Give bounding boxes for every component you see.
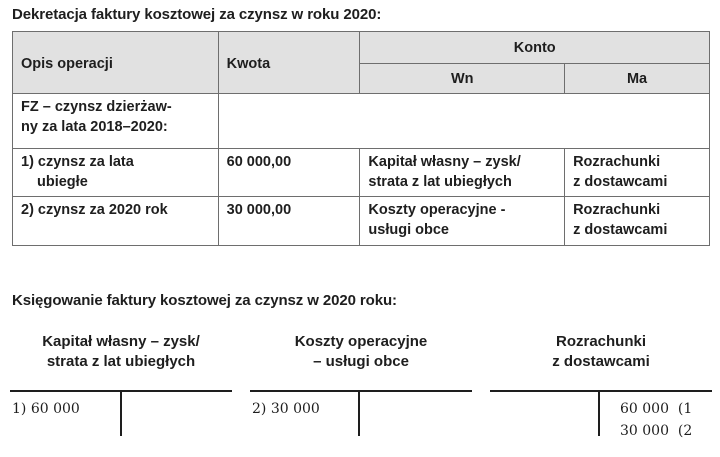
t-account-horizontal-line xyxy=(250,390,472,392)
row2-wn-cell xyxy=(360,197,565,246)
group-label-line1: FZ – czynsz dzierżaw- xyxy=(21,99,172,115)
t-account-rozrachunki xyxy=(490,332,712,442)
t-account-title-line1: Rozrachunki xyxy=(555,333,646,350)
row2-ma-cell xyxy=(565,197,710,246)
t-account-title-line2: z dostawcami xyxy=(552,353,650,370)
t-account-koszty-operacyjne xyxy=(250,332,472,442)
row1-opis-cell xyxy=(13,149,219,197)
row1-ma-line2: z dostawcami xyxy=(573,174,668,190)
section-title-ksiegowanie: Księgowanie faktury kosztowej za czynsz w 2020 roku: xyxy=(12,292,397,309)
row1-wn-line2: strata z lat ubiegłych xyxy=(368,174,512,190)
t-account-vertical-line xyxy=(120,390,122,436)
debit-entry: 2) 30 000 xyxy=(252,401,320,417)
t-account-kapital-wlasny xyxy=(10,332,232,442)
t-account-vertical-line xyxy=(358,390,360,436)
credit-entry: 30 000 (2 xyxy=(620,423,693,439)
table-row xyxy=(13,149,710,197)
row1-opis-line2: ubiegłe xyxy=(37,174,88,190)
header-row xyxy=(13,32,710,64)
header-opis: Opis operacji xyxy=(13,32,219,94)
t-account-title xyxy=(10,332,232,372)
row1-ma-line1: Rozrachunki xyxy=(573,154,661,170)
row1-wn-cell xyxy=(360,149,565,197)
t-account-title-line1: Koszty operacyjne xyxy=(294,333,428,350)
row1-opis-line1: 1) czynsz za lata xyxy=(21,154,134,170)
t-account-horizontal-line xyxy=(490,390,712,392)
t-account-vertical-line xyxy=(598,390,600,436)
header-kwota: Kwota xyxy=(218,32,360,94)
debit-entry: 1) 60 000 xyxy=(12,401,80,417)
group-label-cell xyxy=(13,94,219,149)
credit-entry: 60 000 (1 xyxy=(620,401,693,417)
header-konto: Konto xyxy=(360,32,710,64)
page-title-dekretacja: Dekretacja faktury kosztowej za czynsz w roku 2020: xyxy=(12,6,382,23)
row2-ma-line2: z dostawcami xyxy=(573,222,668,238)
row2-kwota: 30 000,00 xyxy=(218,197,360,246)
group-label-line2: ny za lata 2018–2020: xyxy=(21,119,168,135)
t-account-title-line2: – usługi obce xyxy=(313,353,409,370)
t-account-title xyxy=(250,332,472,372)
t-account-title-line1: Kapitał własny – zysk/ xyxy=(42,333,200,350)
table-row xyxy=(13,197,710,246)
group-empty-cell xyxy=(218,94,709,149)
row2-wn-line1: Koszty operacyjne - xyxy=(368,202,506,218)
table-row-group xyxy=(13,94,710,149)
row1-wn-line1: Kapitał własny – zysk/ xyxy=(368,154,521,170)
dekretacja-table xyxy=(12,31,710,246)
row1-ma-cell xyxy=(565,149,710,197)
t-account-title-line2: strata z lat ubiegłych xyxy=(46,353,196,370)
t-account-title xyxy=(490,332,712,372)
row2-ma-line1: Rozrachunki xyxy=(573,202,661,218)
row2-opis: 2) czynsz za 2020 rok xyxy=(13,197,219,246)
header-ma: Ma xyxy=(565,64,710,94)
row2-wn-line2: usługi obce xyxy=(368,222,449,238)
row1-kwota: 60 000,00 xyxy=(218,149,360,197)
header-wn: Wn xyxy=(360,64,565,94)
